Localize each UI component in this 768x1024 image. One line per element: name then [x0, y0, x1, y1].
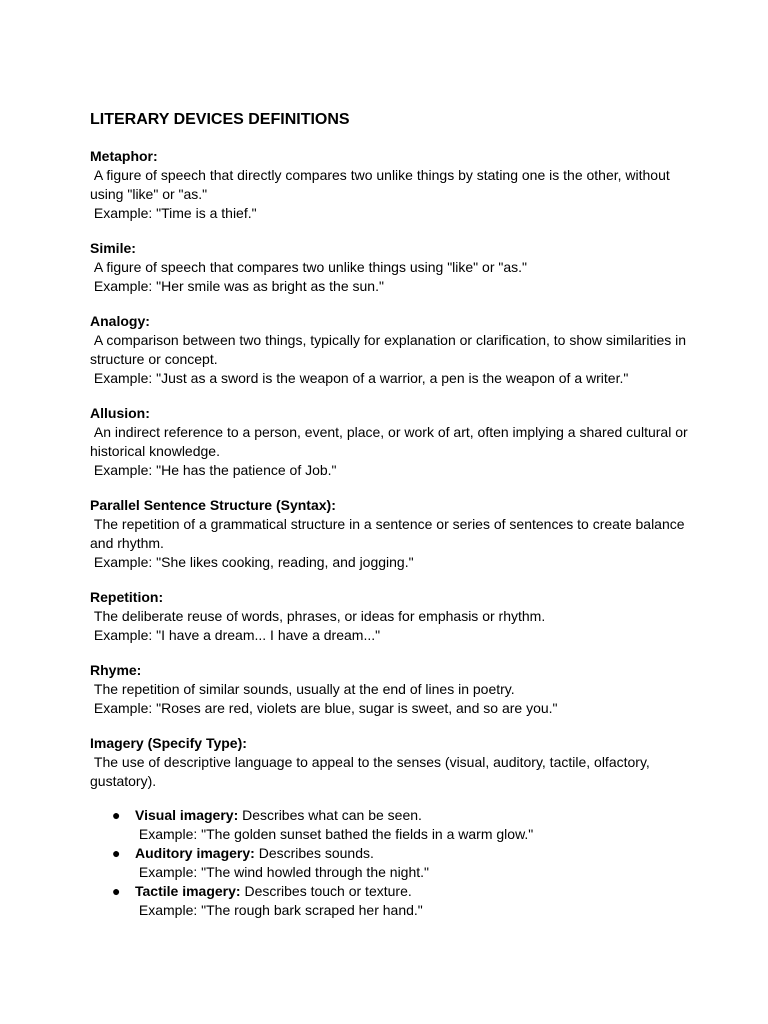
entry-metaphor [90, 147, 688, 223]
imagery-type-example: Example: "The rough bark scraped her hand." [135, 902, 423, 918]
term-label: Imagery (Specify Type): [90, 735, 247, 751]
imagery-type-description: Describes touch or texture. [240, 883, 412, 899]
term-label: Analogy: [90, 313, 150, 329]
term-definition: A comparison between two things, typically for explanation or clarification, to show similarities in structure or concept. [90, 332, 690, 367]
page-title: LITERARY DEVICES DEFINITIONS [90, 111, 350, 128]
term-example: Example: "She likes cooking, reading, and jogging." [90, 554, 414, 570]
term-example: Example: "Just as a sword is the weapon of a warrior, a pen is the weapon of a writer." [90, 370, 629, 386]
term-label: Simile: [90, 240, 136, 256]
entry-rhyme [90, 661, 688, 718]
term-example: Example: "Her smile was as bright as the sun." [90, 278, 384, 294]
list-item-tactile-imagery [90, 882, 688, 920]
entry-allusion [90, 404, 692, 480]
entry-repetition [90, 588, 688, 645]
bullet-heading [135, 806, 688, 825]
imagery-type-label: Visual imagery: [135, 807, 239, 823]
entry-imagery [90, 734, 688, 920]
term-definition: An indirect reference to a person, event, place, or work of art, often implying a shared cultural or historical knowledge. [90, 424, 692, 459]
imagery-type-label: Auditory imagery: [135, 845, 255, 861]
list-item-visual-imagery [90, 806, 688, 844]
imagery-type-description: Describes what can be seen. [238, 807, 422, 823]
bullet-heading [135, 882, 688, 901]
term-definition: The deliberate reuse of words, phrases, or ideas for emphasis or rhythm. [90, 608, 546, 624]
term-label: Rhyme: [90, 662, 142, 678]
term-example: Example: "Time is a thief." [90, 205, 257, 221]
bullet-heading [135, 844, 688, 863]
imagery-type-description: Describes sounds. [254, 845, 374, 861]
imagery-types-list [90, 806, 688, 920]
term-definition: The repetition of similar sounds, usually at the end of lines in poetry. [90, 681, 515, 697]
term-label: Metaphor: [90, 148, 158, 164]
bullet-icon: ● [112, 845, 121, 861]
imagery-type-example: Example: "The golden sunset bathed the fields in a warm glow." [135, 826, 534, 842]
term-label: Parallel Sentence Structure (Syntax): [90, 497, 336, 513]
entry-analogy [90, 312, 688, 388]
term-example: Example: "He has the patience of Job." [90, 462, 337, 478]
imagery-type-label: Tactile imagery: [135, 883, 241, 899]
term-definition: A figure of speech that directly compares two unlike things by stating one is the other, without using "like" or "as." [90, 167, 674, 202]
term-label: Allusion: [90, 405, 150, 421]
entry-simile [90, 239, 688, 296]
list-item-auditory-imagery [90, 844, 688, 882]
term-definition: A figure of speech that compares two unlike things using "like" or "as." [90, 259, 527, 275]
term-example: Example: "I have a dream... I have a dream..." [90, 627, 381, 643]
bullet-icon: ● [112, 807, 121, 823]
imagery-type-example: Example: "The wind howled through the night." [135, 864, 430, 880]
entry-parallel-structure [90, 496, 688, 572]
term-definition: The use of descriptive language to appeal to the senses (visual, auditory, tactile, olfactory, gustatory). [90, 754, 654, 789]
term-label: Repetition: [90, 589, 164, 605]
term-definition: The repetition of a grammatical structure in a sentence or series of sentences to create balance and rhythm. [90, 516, 689, 551]
bullet-icon: ● [112, 883, 121, 899]
term-example: Example: "Roses are red, violets are blue, sugar is sweet, and so are you." [90, 700, 558, 716]
